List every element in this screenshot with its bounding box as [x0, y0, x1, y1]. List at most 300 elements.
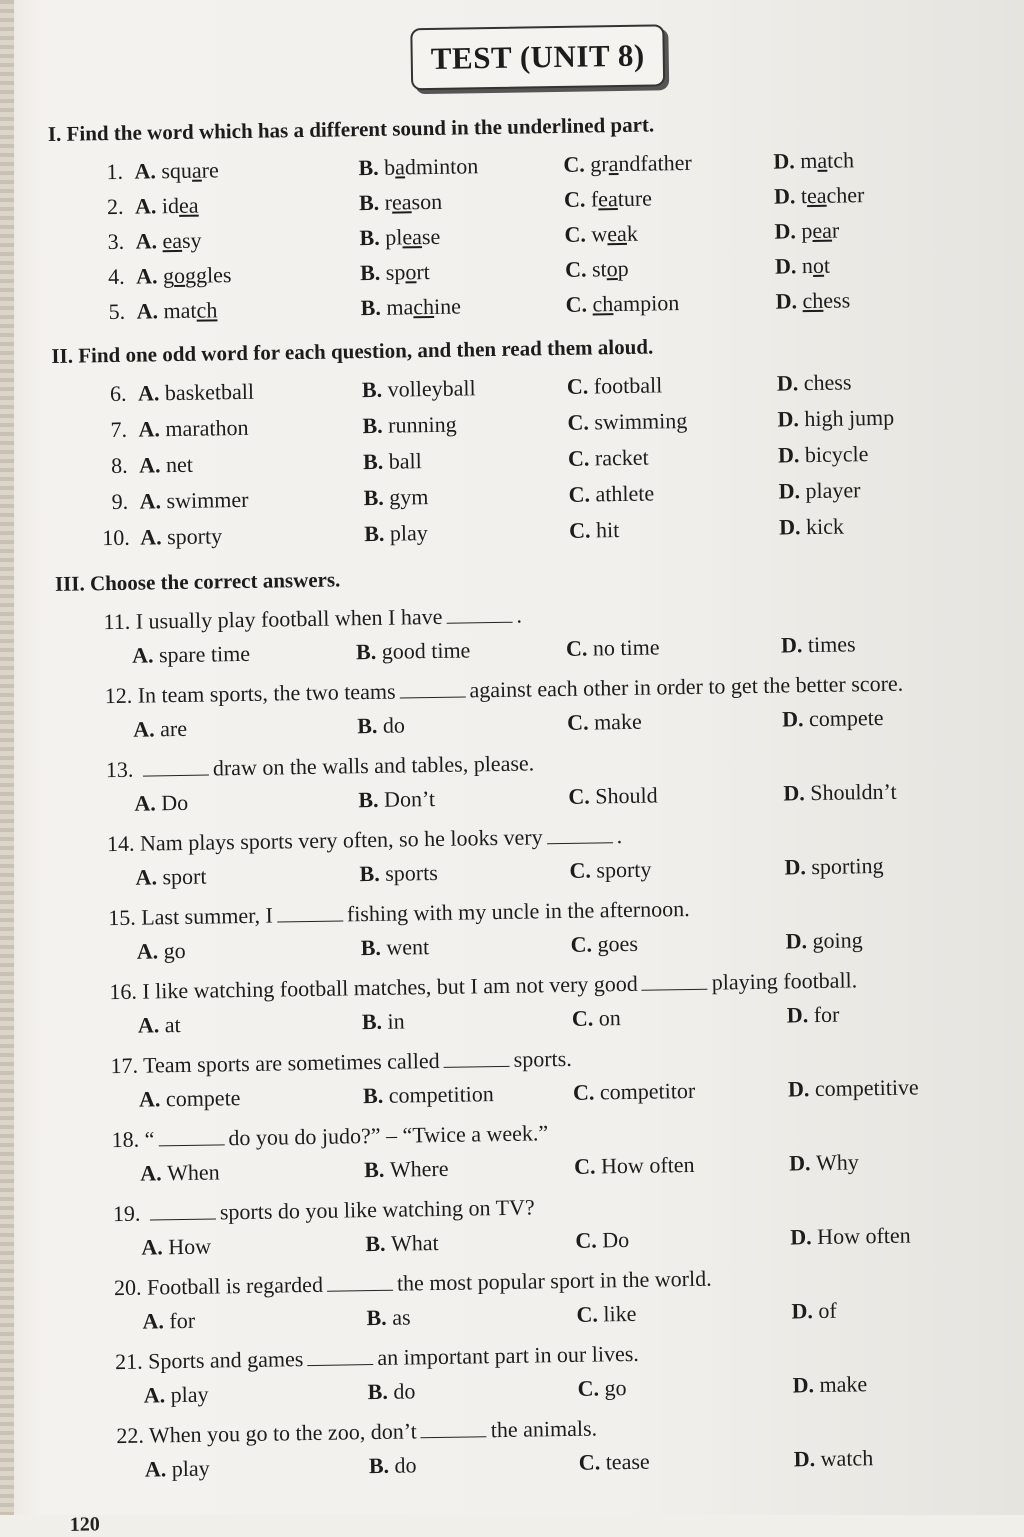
option-letter: B. [363, 1083, 389, 1108]
option-letter: D. [775, 288, 802, 313]
option-text: spare time [159, 641, 250, 667]
option-b[interactable] [360, 259, 430, 286]
option-text-start: r [384, 190, 392, 215]
option-d[interactable] [783, 779, 897, 807]
option-c[interactable] [568, 481, 654, 508]
option-a[interactable] [145, 1456, 210, 1483]
option-text: sporty [167, 523, 222, 549]
option-text: compete [166, 1085, 241, 1111]
page-title: TEST (UNIT 8) [410, 24, 665, 90]
option-b[interactable] [363, 1081, 494, 1109]
option-text-end: sy [182, 228, 202, 253]
option-text-start: n [802, 253, 813, 278]
option-text: gym [389, 484, 429, 510]
option-letter: D. [777, 370, 804, 395]
option-d[interactable] [778, 477, 860, 504]
option-c[interactable] [570, 931, 638, 958]
option-c[interactable] [579, 1449, 650, 1476]
option-text-end: re [201, 157, 218, 182]
underlined-part: o [813, 253, 824, 278]
option-c[interactable] [569, 517, 620, 544]
option-text: of [818, 1298, 837, 1323]
option-c[interactable] [572, 1005, 621, 1032]
option-d[interactable] [775, 253, 830, 280]
option-text-end: se [422, 224, 441, 249]
option-a[interactable] [133, 716, 187, 743]
option-letter: B. [359, 225, 385, 250]
option-b[interactable] [364, 1156, 449, 1183]
option-a[interactable] [144, 1382, 209, 1409]
option-letter: C. [570, 931, 597, 956]
option-text-start: m [800, 148, 818, 173]
option-c[interactable] [563, 150, 692, 178]
option-text-end: ndfather [618, 150, 692, 176]
question-text-end: draw on the walls and tables, please. [213, 750, 535, 780]
question-text-end: an important part in our lives. [377, 1341, 639, 1370]
option-text: hit [596, 517, 620, 542]
question-stem [105, 671, 904, 710]
answer-blank[interactable] [446, 621, 512, 624]
answer-blank[interactable] [307, 1363, 373, 1366]
question-text-end: playing football. [712, 967, 858, 994]
question-number: 17. [110, 1053, 143, 1079]
question-stem [106, 750, 535, 783]
option-text: Do [602, 1227, 629, 1252]
option-letter: C. [575, 1227, 602, 1252]
underlined-part: o [606, 256, 617, 281]
option-letter: C. [565, 291, 592, 316]
option-letter: A. [136, 298, 163, 323]
option-c[interactable] [569, 857, 651, 884]
book-spine [0, 0, 14, 1515]
question-text-start: In team sports, the two teams [138, 679, 396, 708]
question-stem [108, 896, 690, 931]
option-letter: D. [789, 1150, 816, 1175]
underlined-part: ea [598, 186, 618, 211]
option-text-start: id [162, 193, 180, 218]
option-letter: D. [773, 148, 800, 173]
option-text: chess [804, 369, 852, 395]
underlined-part: a [608, 151, 618, 176]
option-a[interactable] [136, 262, 232, 289]
option-text-end: r [832, 218, 840, 243]
option-d[interactable] [778, 441, 869, 468]
option-text-end: t [824, 253, 831, 278]
question-number: 9. [111, 489, 128, 515]
question-number: 2. [107, 194, 124, 220]
option-d[interactable] [775, 287, 850, 314]
option-letter: C. [569, 517, 596, 542]
underlined-part: a [192, 158, 202, 183]
question-stem [109, 967, 857, 1005]
section-1-heading: I. Find the word which has a different sound in the underlined part. [48, 112, 655, 147]
option-text: play [172, 1456, 210, 1482]
option-d[interactable] [774, 218, 839, 245]
option-letter: B. [365, 1231, 391, 1256]
option-b[interactable] [361, 934, 430, 961]
option-letter: C. [566, 635, 593, 660]
option-text-end: p [617, 256, 628, 281]
option-c[interactable] [567, 408, 687, 436]
question-number: 1. [106, 159, 123, 185]
option-letter: B. [364, 1157, 390, 1182]
answer-blank[interactable] [143, 774, 209, 777]
option-letter: A. [133, 716, 160, 741]
question-text-start: “ [144, 1126, 154, 1151]
underlined-part: ch [802, 288, 823, 313]
option-a[interactable] [135, 228, 201, 255]
question-text-start: When you go to the zoo, don’t [149, 1418, 417, 1447]
option-b[interactable] [358, 153, 478, 181]
option-d[interactable] [779, 514, 844, 541]
option-letter: B. [362, 377, 388, 402]
option-text: running [388, 412, 457, 438]
option-text: went [386, 934, 429, 960]
option-a[interactable] [140, 523, 222, 550]
question-number: 20. [114, 1275, 147, 1301]
option-letter: D. [781, 632, 808, 657]
option-text-end: ine [434, 294, 461, 319]
option-b[interactable] [356, 637, 471, 665]
option-b[interactable] [358, 786, 435, 813]
option-text: Shouldn’t [810, 779, 897, 805]
answer-blank[interactable] [421, 1435, 487, 1438]
page-number: 120 [70, 1513, 100, 1536]
option-c[interactable] [564, 221, 638, 248]
option-b[interactable] [367, 1378, 415, 1405]
option-text-start: b [384, 155, 395, 180]
option-text-end: ture [618, 186, 653, 212]
underlined-part: o [405, 259, 416, 284]
answer-blank[interactable] [547, 841, 613, 844]
option-text: bicycle [805, 441, 869, 467]
question-number: 3. [107, 229, 124, 255]
option-c[interactable] [575, 1227, 629, 1254]
option-letter: C. [568, 445, 595, 470]
option-d[interactable] [782, 705, 884, 733]
option-text-start: g [163, 263, 174, 288]
option-letter: B. [363, 449, 389, 474]
option-b[interactable] [365, 1230, 439, 1257]
option-a[interactable] [139, 1085, 241, 1113]
option-text: racket [595, 445, 649, 471]
option-text: Where [390, 1156, 449, 1182]
option-letter: B. [359, 861, 385, 886]
option-d[interactable] [790, 1223, 911, 1251]
option-text: make [819, 1371, 867, 1397]
option-letter: B. [360, 260, 386, 285]
option-text-end: ess [823, 287, 850, 312]
question-stem [103, 603, 522, 636]
option-letter: B. [363, 485, 389, 510]
option-letter: D. [778, 442, 805, 467]
option-d[interactable] [788, 1074, 919, 1102]
option-text-end: ggles [185, 262, 232, 288]
underlined-part: ea [179, 193, 199, 218]
option-d[interactable] [792, 1371, 867, 1398]
option-text: are [160, 716, 187, 741]
option-text-start: sp [386, 259, 406, 284]
answer-blank[interactable] [400, 695, 466, 698]
option-text: for [814, 1002, 840, 1027]
option-letter: D. [778, 478, 805, 503]
option-letter: C. [567, 373, 594, 398]
option-text: kick [806, 514, 844, 540]
question-text-end: do you do judo?” – “Twice a week.” [228, 1120, 548, 1150]
option-a[interactable] [138, 379, 254, 407]
answer-blank[interactable] [277, 919, 343, 922]
question-stem [111, 1120, 548, 1153]
option-a[interactable] [134, 157, 219, 184]
question-stem [116, 1416, 597, 1450]
answer-blank[interactable] [159, 1143, 225, 1146]
option-d[interactable] [773, 147, 854, 174]
underlined-part: ea [392, 189, 412, 214]
option-c[interactable] [567, 709, 642, 736]
option-text: competitive [815, 1074, 919, 1101]
option-letter: C. [569, 857, 596, 882]
question-number: 5. [108, 299, 125, 325]
section-3-heading: III. Choose the correct answers. [55, 567, 341, 596]
option-letter: A. [135, 864, 162, 889]
option-letter: D. [791, 1298, 818, 1323]
option-text: do [394, 1452, 416, 1477]
question-stem [113, 1194, 535, 1227]
option-text: ball [389, 448, 422, 474]
option-c[interactable] [565, 256, 629, 283]
option-text-end: k [627, 221, 638, 246]
option-text: go [604, 1375, 626, 1400]
option-letter: D. [774, 218, 801, 243]
option-letter: C. [577, 1375, 604, 1400]
question-text-start: Sports and games [148, 1346, 304, 1373]
option-b[interactable] [359, 189, 443, 216]
option-letter: B. [362, 413, 388, 438]
option-text: swimming [594, 408, 687, 434]
option-letter: A. [138, 416, 165, 441]
option-letter: C. [565, 256, 592, 281]
option-c[interactable] [566, 634, 660, 661]
question-number: 14. [107, 831, 140, 857]
option-letter: B. [361, 935, 387, 960]
option-text: basketball [165, 379, 255, 405]
option-letter: D. [783, 780, 810, 805]
answer-blank[interactable] [150, 1217, 216, 1220]
option-letter: C. [576, 1301, 603, 1326]
option-text: competition [389, 1081, 494, 1108]
option-letter: D. [775, 253, 802, 278]
question-number: 11. [103, 609, 136, 635]
option-text: no time [593, 634, 660, 660]
option-text-start: p [801, 218, 812, 243]
option-a[interactable] [141, 1234, 211, 1261]
option-c[interactable] [577, 1375, 626, 1402]
option-a[interactable] [136, 297, 217, 324]
option-letter: B. [357, 713, 383, 738]
option-letter: C. [579, 1449, 606, 1474]
option-text-start: mat [163, 298, 196, 324]
option-d[interactable] [784, 853, 883, 881]
option-letter: B. [360, 295, 386, 320]
question-text-start: I usually play football when I have [136, 604, 443, 634]
option-b[interactable] [366, 1304, 410, 1331]
option-text: like [603, 1301, 636, 1327]
option-letter: A. [145, 1456, 172, 1481]
option-letter: B. [366, 1305, 392, 1330]
option-letter: D. [777, 406, 804, 431]
option-a[interactable] [135, 193, 199, 220]
option-a[interactable] [139, 452, 193, 479]
option-letter: B. [358, 787, 384, 812]
option-c[interactable] [576, 1301, 636, 1328]
option-text: sporting [811, 853, 884, 879]
option-letter: C. [564, 186, 591, 211]
option-text: at [165, 1012, 181, 1037]
option-letter: D. [790, 1224, 817, 1249]
question-number: 4. [108, 264, 125, 290]
question-number: 21. [115, 1349, 148, 1375]
option-a[interactable] [132, 641, 250, 669]
option-letter: A. [139, 488, 166, 513]
option-letter: A. [142, 1308, 169, 1333]
option-d[interactable] [789, 1149, 859, 1176]
option-letter: A. [141, 1234, 168, 1259]
option-b[interactable] [360, 294, 461, 322]
option-d[interactable] [785, 927, 862, 954]
option-c[interactable] [565, 290, 679, 318]
underlined-part: ch [413, 294, 434, 319]
option-text: competitor [600, 1078, 696, 1104]
underlined-part: a [817, 148, 827, 173]
option-b[interactable] [362, 375, 476, 403]
option-b[interactable] [357, 712, 405, 739]
option-c[interactable] [564, 186, 652, 213]
option-text: high jump [804, 405, 894, 431]
option-b[interactable] [364, 520, 428, 547]
option-letter: B. [359, 190, 385, 215]
answer-blank[interactable] [327, 1289, 393, 1292]
option-text-start: f [591, 186, 599, 211]
option-letter: D. [774, 183, 801, 208]
option-b[interactable] [362, 412, 457, 439]
option-letter: D. [785, 928, 812, 953]
option-text: compete [809, 705, 884, 731]
option-letter: C. [568, 783, 595, 808]
option-d[interactable] [777, 369, 852, 396]
option-c[interactable] [568, 782, 658, 809]
question-text-end: the animals. [491, 1416, 598, 1443]
question-number: 19. [113, 1201, 146, 1227]
option-letter: A. [134, 790, 161, 815]
question-number: 16. [109, 979, 142, 1005]
option-letter: D. [779, 514, 806, 539]
option-c[interactable] [568, 445, 649, 472]
option-a[interactable] [142, 1308, 195, 1335]
option-b[interactable] [359, 224, 440, 251]
section-2-heading: II. Find one odd word for each question, and then read them aloud. [51, 335, 653, 369]
option-b[interactable] [359, 860, 438, 887]
question-number: 6. [110, 381, 127, 407]
option-text: athlete [595, 481, 654, 507]
option-d[interactable] [774, 182, 865, 209]
option-text: on [599, 1005, 621, 1030]
option-a[interactable] [134, 790, 188, 817]
underlined-part: o [174, 263, 185, 288]
option-a[interactable] [135, 864, 206, 891]
question-text-start: Team sports are sometimes called [143, 1048, 440, 1078]
question-number: 8. [111, 453, 128, 479]
option-letter: D. [788, 1076, 815, 1101]
question-text-end: the most popular sport in the world. [397, 1266, 712, 1296]
question-text-start: I like watching football matches, but I am not very good [142, 971, 638, 1004]
option-text: When [167, 1159, 220, 1185]
option-c[interactable] [573, 1078, 696, 1106]
option-letter: A. [140, 524, 167, 549]
question-number: 13. [106, 757, 139, 783]
option-letter: D. [794, 1446, 821, 1471]
question-text-end: sports. [513, 1046, 571, 1072]
option-d[interactable] [777, 405, 894, 433]
option-letter: A. [135, 228, 162, 253]
option-text: What [391, 1230, 439, 1256]
option-text: How often [817, 1223, 911, 1249]
option-a[interactable] [139, 487, 248, 515]
option-text: do [383, 712, 405, 737]
option-b[interactable] [363, 448, 422, 475]
option-text-start: st [592, 256, 607, 281]
option-text: going [812, 927, 863, 953]
option-text-end: son [411, 189, 442, 214]
option-d[interactable] [787, 1002, 840, 1029]
question-text-start: Last summer, I [141, 903, 273, 930]
option-letter: B. [356, 639, 382, 664]
option-letter: C. [568, 481, 595, 506]
option-c[interactable] [567, 372, 663, 399]
option-b[interactable] [362, 1008, 405, 1035]
option-letter: B. [362, 1009, 388, 1034]
option-text-start: pl [385, 224, 403, 249]
option-text: sports [385, 860, 438, 886]
option-text: football [594, 372, 663, 398]
option-d[interactable] [794, 1445, 874, 1472]
option-text: go [163, 938, 185, 963]
underlined-part: ea [162, 228, 182, 253]
question-stem [115, 1341, 639, 1375]
option-d[interactable] [791, 1298, 837, 1325]
option-letter: A. [135, 193, 162, 218]
option-letter: C. [574, 1153, 601, 1178]
option-a[interactable] [138, 1012, 181, 1039]
option-text-start: ma [386, 294, 413, 319]
option-b[interactable] [363, 484, 428, 511]
option-d[interactable] [781, 631, 856, 658]
option-b[interactable] [369, 1452, 417, 1479]
option-text-end: tch [827, 147, 854, 172]
option-letter: C. [563, 151, 590, 176]
option-a[interactable] [140, 1159, 220, 1186]
option-c[interactable] [574, 1152, 695, 1180]
option-a[interactable] [137, 938, 186, 965]
underlined-part: ea [807, 183, 827, 208]
option-a[interactable] [138, 415, 248, 443]
question-number: 7. [110, 417, 127, 443]
option-text-start: squ [161, 158, 192, 183]
question-text-end: . [516, 603, 522, 628]
answer-blank[interactable] [444, 1065, 510, 1068]
answer-blank[interactable] [642, 988, 708, 991]
option-letter: B. [364, 521, 390, 546]
option-text: swimmer [166, 487, 248, 513]
